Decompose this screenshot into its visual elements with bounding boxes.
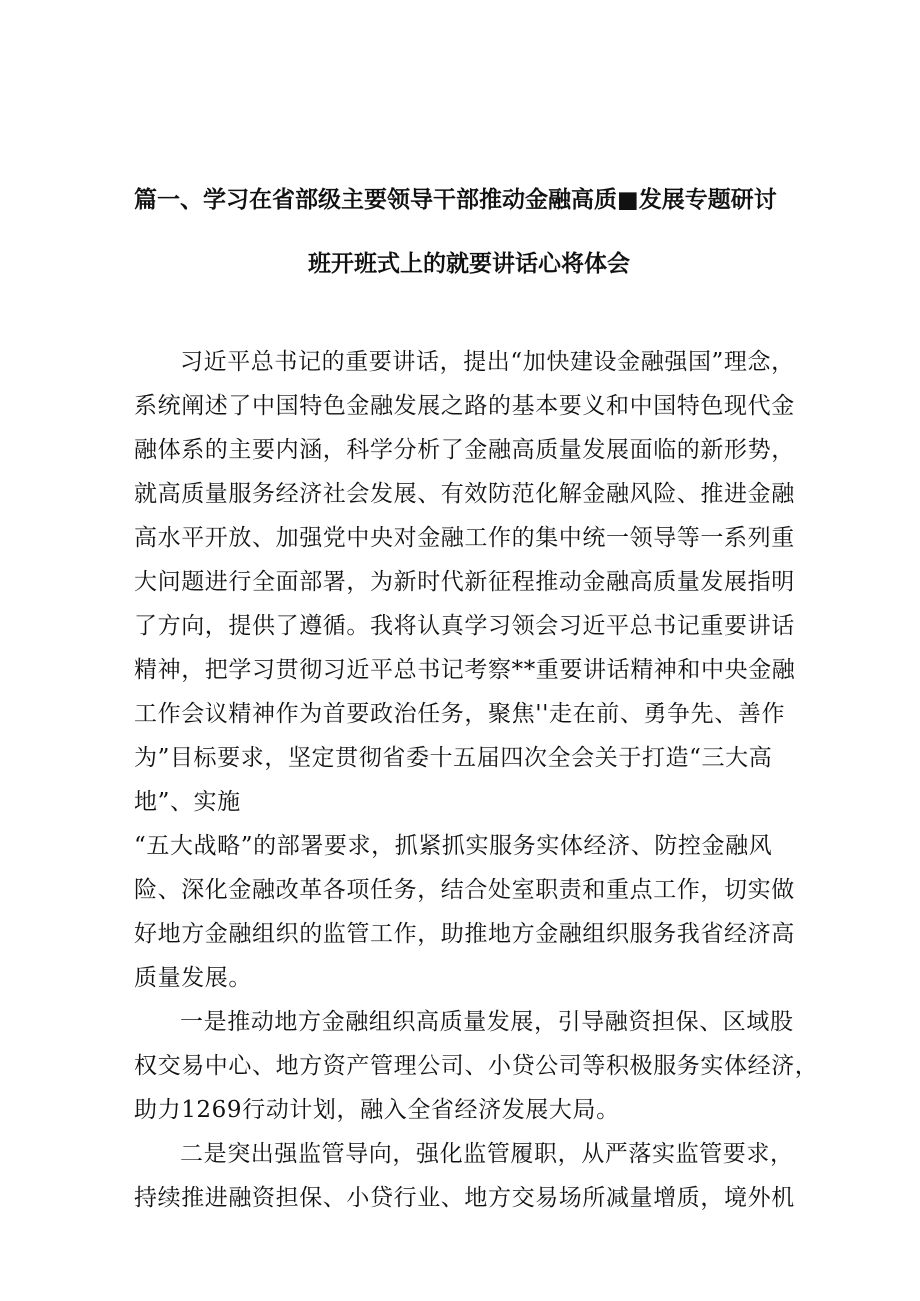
- body-line: 助力1269行动计划，融入全省经济发展大局。: [134, 1097, 620, 1123]
- body-line: 工作会议精神作为首要政治任务，聚焦''走在前、勇争先、善作: [134, 701, 786, 727]
- body-line: 融体系的主要内涵，科学分析了金融高质量发展面临的新形势，: [134, 437, 795, 463]
- body-line: 质量发展。: [134, 965, 252, 991]
- body-line: 了方向，提供了遵循。我将认真学习领会习近平总书记重要讲话: [134, 613, 795, 639]
- body-line: 高水平开放、加强党中央对金融工作的集中统一领导等一系列重: [134, 525, 795, 551]
- body-line: 为”目标要求，坚定贯彻省委十五届四次全会关于打造“三大高: [134, 745, 773, 771]
- body-line: 地”、实施: [134, 789, 241, 815]
- document-title-line-2: 班开班式上的就要讲话心将体会: [308, 251, 630, 277]
- body-line: 习近平总书记的重要讲话，提出“加快建设金融强国”理念，: [180, 349, 795, 375]
- body-line: 二是突出强监管导向，强化监管履职，从严落实监管要求，: [180, 1141, 794, 1167]
- body-line: 系统阐述了中国特色金融发展之路的基本要义和中国特色现代金: [134, 393, 795, 419]
- body-line: 权交易中心、地方资产管理公司、小贷公司等积极服务实体经济，: [134, 1053, 819, 1079]
- body-line: 险、深化金融改革各项任务，结合处室职责和重点工作，切实做: [134, 877, 795, 903]
- body-line: 一是推动地方金融组织高质量发展，引导融资担保、区域股: [180, 1009, 794, 1035]
- body-line: 大问题进行全面部署，为新时代新征程推动金融高质量发展指明: [134, 569, 795, 595]
- body-line: 好地方金融组织的监管工作，助推地方金融组织服务我省经济高: [134, 921, 795, 947]
- body-line: 持续推进融资担保、小贷行业、地方交易场所减量增质，境外机: [134, 1185, 795, 1211]
- body-line: “五大战略”的部署要求，抓紧抓实服务实体经济、防控金融风: [134, 833, 773, 859]
- body-line: 精神，把学习贯彻习近平总书记考察**重要讲话精神和中央金融: [134, 657, 796, 683]
- document-title-line-1: 篇一、学习在省部级主要领导干部推动金融高质■发展专题研讨: [134, 187, 777, 213]
- body-line: 就高质量服务经济社会发展、有效防范化解金融风险、推进金融: [134, 481, 795, 507]
